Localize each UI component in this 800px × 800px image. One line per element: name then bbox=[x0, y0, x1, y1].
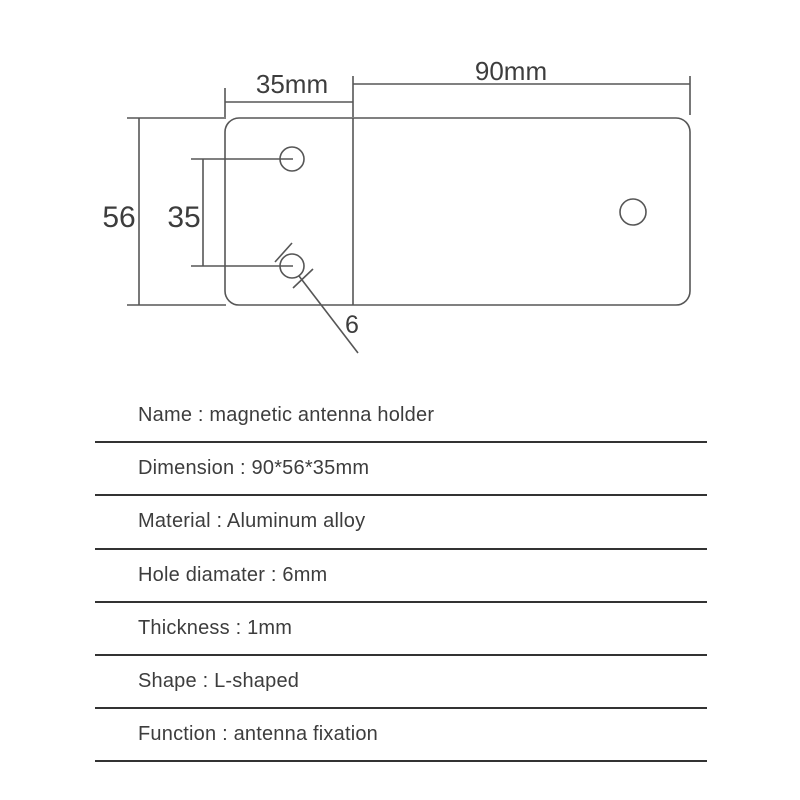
spec-text-shape: Shape : L-shaped bbox=[138, 670, 300, 693]
dim-hole-spacing-label: 35 bbox=[167, 201, 201, 234]
spec-table bbox=[95, 390, 707, 762]
spec-text-thickness: Thickness : 1mm bbox=[138, 616, 293, 639]
dim-height bbox=[102, 118, 226, 305]
spec-row-shape bbox=[95, 656, 707, 709]
technical-drawing bbox=[0, 0, 800, 380]
spec-row-material bbox=[95, 496, 707, 549]
dim-hole-spacing bbox=[167, 159, 293, 266]
spec-text-material: Material : Aluminum alloy bbox=[138, 510, 366, 533]
dim-height-label: 56 bbox=[102, 201, 136, 234]
spec-row-function bbox=[95, 709, 707, 762]
spec-row-dimension bbox=[95, 443, 707, 496]
dim-hole-diameter bbox=[275, 243, 359, 353]
dim-flange-width-label: 35mm bbox=[255, 69, 329, 99]
spec-text-name: Name : magnetic antenna holder bbox=[138, 404, 435, 427]
spec-text-dimension: Dimension : 90*56*35mm bbox=[138, 457, 370, 480]
spec-row-name bbox=[95, 390, 707, 443]
diameter-slash bbox=[275, 243, 292, 262]
dim-hole-diameter-label: 6 bbox=[345, 311, 359, 339]
dim-base-width bbox=[353, 56, 690, 115]
hole-right bbox=[620, 199, 646, 225]
dim-flange-width bbox=[225, 69, 353, 117]
spec-row-hole-diameter bbox=[95, 550, 707, 603]
spec-row-thickness bbox=[95, 603, 707, 656]
spec-text-function: Function : antenna fixation bbox=[138, 723, 378, 746]
spec-text-hole-diameter: Hole diamater : 6mm bbox=[138, 563, 328, 586]
dim-base-width-label: 90mm bbox=[474, 56, 548, 86]
